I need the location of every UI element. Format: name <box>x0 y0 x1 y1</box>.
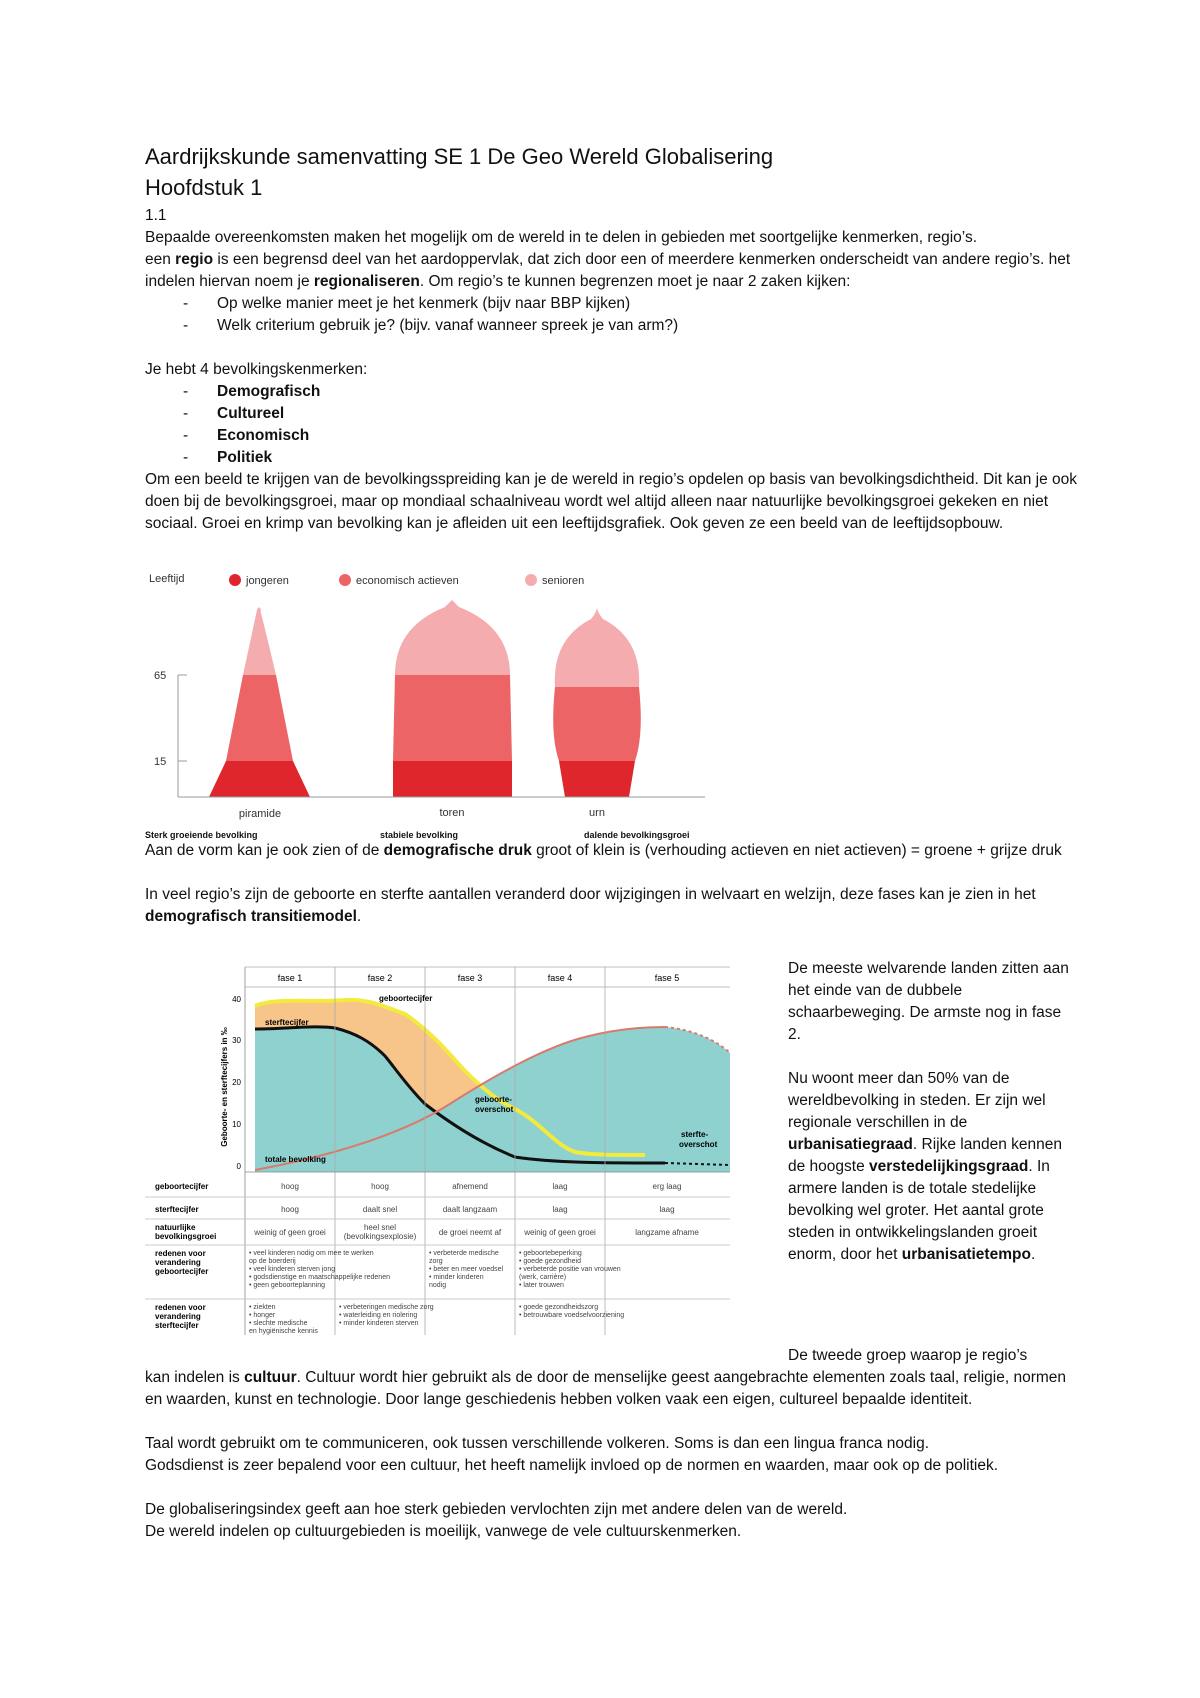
cultuur-paragraph: kan indelen is cultuur. Cultuur wordt hier gebruikt als de door de menselijke geest aangebrachte elementen zoals taal, religie, normen en waarden, kunst en technologie. Door lange geschiedenis hebben volken vaak een eigen, cultureel bepaalde identiteit. <box>145 1369 1067 1408</box>
transitie-paragraph: In veel regio’s zijn de geboorte en sterfte aantallen veranderd door wijzigingen in welvaart en welzijn, deze fases kan je zien in het demografisch transitiemodel. <box>145 886 1036 925</box>
svg-text:• geen geboorteplanning: • geen geboorteplanning <box>249 1282 326 1289</box>
side-column <box>788 958 1078 1266</box>
godsdienst-paragraph: Godsdienst is zeer bepalend voor een cultuur, het heeft namelijk invloed op de normen en waarden, maar ook op de politiek. <box>145 1457 999 1474</box>
svg-text:laag: laag <box>552 1182 568 1191</box>
caption-sterk-groeiend: Sterk groeiende bevolking <box>145 830 258 840</box>
term-regionaliseren: regionaliseren <box>313 273 420 290</box>
svg-text:de groei neemt af: de groei neemt af <box>438 1228 502 1237</box>
svg-text:• betrouwbare voedselvoorzieni: • betrouwbare voedselvoorziening <box>519 1312 625 1319</box>
svg-text:• geboortebeperking: • geboortebeperking <box>519 1250 582 1257</box>
model-y-label: Geboorte- en sterftecijfers in ‰ <box>220 1027 229 1147</box>
svg-text:• minder kinderen: • minder kinderen <box>429 1274 484 1281</box>
svg-text:• slechte medische: • slechte medische <box>249 1320 308 1327</box>
svg-text:hoog: hoog <box>281 1205 299 1214</box>
side-paragraph-3: De tweede groep waarop je regio’s <box>788 1347 1028 1364</box>
svg-text:• honger: • honger <box>249 1312 276 1319</box>
age-pyramid-figure <box>145 567 725 827</box>
legend-senioren: senioren <box>542 575 585 587</box>
label-totale-bevolking: totale bevolking <box>265 1155 326 1164</box>
term-urbanisatietempo: urbanisatietempo <box>901 1246 1031 1263</box>
chapter-heading: Hoofdstuk 1 <box>145 175 263 200</box>
legend-swatch-jongeren <box>229 574 241 586</box>
table-row-geboortecijfer <box>155 1182 681 1191</box>
svg-text:daalt langzaam: daalt langzaam <box>442 1205 498 1214</box>
pyramid-piramide <box>209 607 310 797</box>
svg-text:erg laag: erg laag <box>652 1182 682 1191</box>
svg-text:• ziekten: • ziekten <box>249 1304 276 1311</box>
transition-model-figure <box>145 957 745 1342</box>
svg-text:zorg: zorg <box>429 1258 443 1265</box>
label-sterfte-2: overschot <box>679 1140 718 1149</box>
spreiding-paragraph: Om een beeld te krijgen van de bevolkingsspreiding kan je de wereld in regio’s opdelen op basis van bevolkingsdichtheid. Dit kan je ook doen bij de bevolkingsgroei, maar op mondiaal schaalniveau wordt wel altijd alleen naar natuurlijke bevolkingsgroei gekeken en niet sociaal. Groei en krimp van bevolking kan je afleiden uit een leeftijdsgrafiek. Ook geven ze een beeld van de leeftijdsopbouw. <box>145 471 1078 532</box>
phase-3: fase 3 <box>457 973 483 983</box>
side-paragraph-1: De meeste welvarende landen zitten aan het einde van de dubbele schaarbeweging. De armste nog in fase 2. <box>788 960 1069 1043</box>
criteria-list <box>145 293 678 337</box>
phase-2: fase 2 <box>367 973 393 983</box>
phase-4: fase 4 <box>547 973 573 983</box>
svg-text:en hygiënische kennis: en hygiënische kennis <box>249 1328 318 1335</box>
legend-jongeren: jongeren <box>246 575 289 587</box>
shape-label-piramide: piramide <box>238 808 282 820</box>
svg-text:• verbeterde medische: • verbeterde medische <box>429 1250 499 1257</box>
svg-text:weinig of geen groei: weinig of geen groei <box>254 1228 326 1237</box>
table-row-sterftecijfer <box>155 1205 675 1214</box>
label-geboortecijfer: geboortecijfer <box>379 994 433 1003</box>
table-row-redenen-geboorte <box>155 1249 621 1289</box>
shape-label-urn: urn <box>589 807 605 819</box>
model-tick-40: 40 <box>232 995 241 1004</box>
term-regio: regio <box>175 251 214 268</box>
section-number: 1.1 <box>145 207 167 224</box>
y-axis-label: Leeftijd <box>149 573 185 585</box>
svg-text:• verbeterde positie van vrouw: • verbeterde positie van vrouwen <box>519 1266 621 1273</box>
model-tick-20: 20 <box>232 1078 241 1087</box>
svg-text:• goede gezondheid: • goede gezondheid <box>519 1258 582 1265</box>
model-tick-10: 10 <box>232 1120 241 1129</box>
side-paragraph-2: Nu woont meer dan 50% van de wereldbevolking in steden. Er zijn wel regionale verschillen in de urbanisatiegraad. Rijke landen kennen de hoogste verstedelijkingsgraad. In armere landen is de totale stedelijke bevolking wel groter. Het aantal grote steden in ontwikkelingslanden groeit enorm, door het urbanisatietempo. <box>788 1070 1062 1263</box>
svg-text:bevolkingsgroei: bevolkingsgroei <box>155 1232 217 1241</box>
list-item: - Welk criterium gebruik je? (bijv. vanaf wanneer spreek je van arm?) <box>145 315 678 337</box>
svg-text:• later trouwen: • later trouwen <box>519 1282 564 1289</box>
druk-paragraph: Aan de vorm kan je ook zien of de demografische druk groot of klein is (verhouding actieven en niet actieven) = groene + grijze druk <box>145 842 1062 859</box>
svg-text:(werk, carrière): (werk, carrière) <box>519 1274 567 1281</box>
svg-text:• veel kinderen nodig om mee t: • veel kinderen nodig om mee te werken <box>249 1250 374 1257</box>
term-verstedelijkingsgraad: verstedelijkingsgraad <box>869 1158 1029 1175</box>
document-title: Aardrijkskunde samenvatting SE 1 De Geo Wereld Globalisering <box>145 144 774 169</box>
shape-label-toren: toren <box>439 807 465 819</box>
svg-text:(bevolkingsexplosie): (bevolkingsexplosie) <box>343 1232 417 1241</box>
svg-text:• waterleiding en riolering: • waterleiding en riolering <box>339 1312 418 1319</box>
tick-65: 65 <box>154 670 167 682</box>
phase-1: fase 1 <box>277 973 303 983</box>
globalisering-paragraph: De globaliseringsindex geeft aan hoe sterk gebieden vervlochten zijn met andere delen van de wereld. <box>145 1501 848 1518</box>
svg-text:daalt snel: daalt snel <box>362 1205 398 1214</box>
svg-text:• godsdienstige en maatschappe: • godsdienstige en maatschappelijke redenen <box>249 1274 390 1281</box>
svg-text:weinig of geen groei: weinig of geen groei <box>524 1228 596 1237</box>
label-sterfte-1: sterfte- <box>681 1130 709 1139</box>
label-geboorte-1: geboorte- <box>475 1095 512 1104</box>
list-item: - Politiek <box>145 447 320 469</box>
svg-text:• beter en meer voedsel: • beter en meer voedsel <box>429 1266 504 1273</box>
svg-text:verandering: verandering <box>155 1312 201 1321</box>
list-item: - Op welke manier meet je het kenmerk (bijv naar BBP kijken) <box>145 293 678 315</box>
table-row-bevolkingsgroei <box>155 1223 699 1241</box>
legend-swatch-actieven <box>339 574 351 586</box>
svg-text:geboortecijfer: geboortecijfer <box>155 1182 209 1191</box>
model-tick-0: 0 <box>236 1162 241 1171</box>
term-cultuur: cultuur <box>244 1369 297 1386</box>
svg-text:langzame afname: langzame afname <box>635 1228 699 1237</box>
svg-text:laag: laag <box>552 1205 568 1214</box>
model-tick-30: 30 <box>232 1036 241 1045</box>
pyramid-toren <box>393 600 512 797</box>
svg-text:op de boerderij: op de boerderij <box>249 1258 296 1265</box>
term-urbanisatiegraad: urbanisatiegraad <box>788 1136 913 1153</box>
svg-text:hoog: hoog <box>371 1182 389 1191</box>
term-demografische-druk: demografische druk <box>383 842 532 859</box>
indelen-paragraph: De wereld indelen op cultuurgebieden is moeilijk, vanwege de vele cultuurskenmerken. <box>145 1523 742 1540</box>
svg-text:natuurlijke: natuurlijke <box>155 1223 196 1232</box>
label-sterftecijfer: sterftecijfer <box>265 1018 309 1027</box>
intro-paragraph-2: een regio is een begrensd deel van het aardoppervlak, dat zich door een of meerdere kenmerken onderscheidt van andere regio’s. het indelen hiervan noem je regionaliseren. Om regio’s te kunnen begrenzen moet je naar 2 zaken kijken: <box>145 251 1071 290</box>
table-row-redenen-sterfte <box>155 1303 624 1335</box>
kenmerken-intro: Je hebt 4 bevolkingskenmerken: <box>145 361 368 378</box>
svg-text:sterftecijfer: sterftecijfer <box>155 1321 199 1330</box>
caption-stabiel: stabiele bevolking <box>380 830 459 840</box>
svg-text:geboortecijfer: geboortecijfer <box>155 1267 209 1276</box>
svg-text:laag: laag <box>659 1205 675 1214</box>
caption-dalend: dalende bevolkingsgroei <box>584 830 690 840</box>
svg-text:redenen voor: redenen voor <box>155 1249 206 1258</box>
list-item: - Cultureel <box>145 403 320 425</box>
svg-text:sterftecijfer: sterftecijfer <box>155 1205 199 1214</box>
label-geboorte-2: overschot <box>475 1105 514 1114</box>
svg-text:• veel kinderen sterven jong: • veel kinderen sterven jong <box>249 1266 336 1273</box>
svg-text:redenen voor: redenen voor <box>155 1303 206 1312</box>
svg-text:nodig: nodig <box>429 1282 447 1289</box>
list-item: - Demografisch <box>145 381 320 403</box>
svg-text:hoog: hoog <box>281 1182 299 1191</box>
phase-5: fase 5 <box>654 973 680 983</box>
svg-text:• minder kinderen sterven: • minder kinderen sterven <box>339 1320 419 1327</box>
kenmerken-list <box>145 381 320 469</box>
svg-text:• goede gezondheidszorg: • goede gezondheidszorg <box>519 1304 599 1311</box>
svg-text:verandering: verandering <box>155 1258 201 1267</box>
svg-text:afnemend: afnemend <box>452 1182 488 1191</box>
list-item: - Economisch <box>145 425 320 447</box>
taal-paragraph: Taal wordt gebruikt om te communiceren, ook tussen verschillende volkeren. Soms is dan een lingua franca nodig. <box>145 1435 930 1452</box>
legend-swatch-senioren <box>525 574 537 586</box>
legend-actieven: economisch actieven <box>356 575 459 587</box>
tick-15: 15 <box>154 756 167 768</box>
pyramid-urn <box>553 607 641 797</box>
intro-paragraph-1: Bepaalde overeenkomsten maken het mogelijk om de wereld in te delen in gebieden met soortgelijke kenmerken, regio’s. <box>145 229 978 246</box>
svg-text:• verbeteringen medische zorg: • verbeteringen medische zorg <box>339 1304 434 1311</box>
svg-text:heel snel: heel snel <box>363 1223 397 1232</box>
term-transitiemodel: demografisch transitiemodel <box>145 908 357 925</box>
